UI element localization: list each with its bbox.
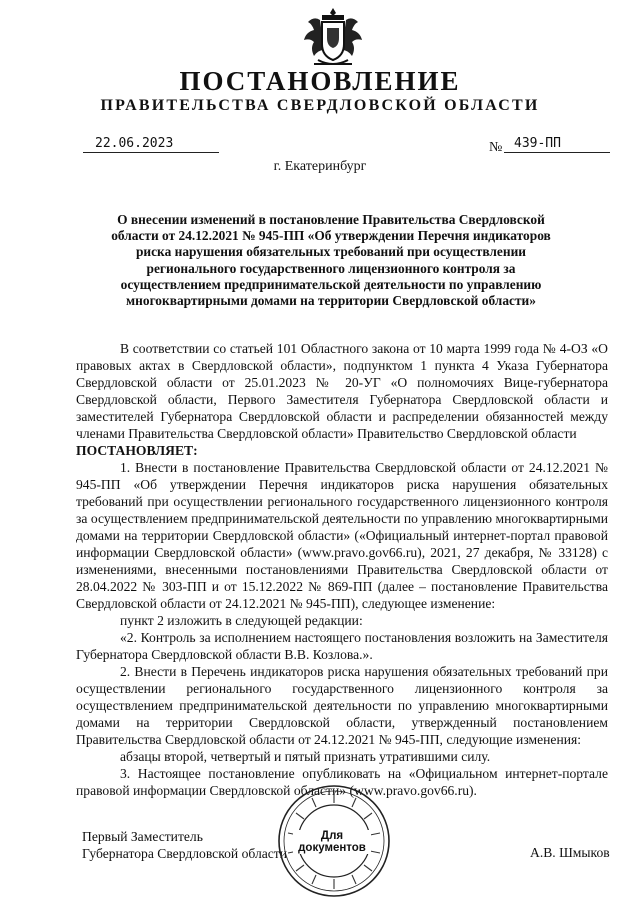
stamp-label-line-2: документов: [298, 842, 366, 854]
item-2-paragraph: 2. Внести в Перечень индикаторов риска нарушения обязательных требований при осуществлении регионального государственного лицензионного контроля за осуществлением предпринимательской деятельности по управлению многоквартирными домами на территории Свердловской области, утвержденный постановлением Правительства Свердловской области от 24.12.2021 № 945-ПП, следующие изменения:: [76, 664, 608, 747]
item-1-paragraph: 1. Внести в постановление Правительства Свердловской области от 24.12.2021 № 945-ПП «Об утверждении Перечня индикаторов риска нарушения обязательных требований при осуществлении регионального государственного лицензионного контроля за осуществлением предпринимательской деятельности по управлению многоквартирными домами на территории Свердловской области» («Официальный интернет-портал правовой информации Свердловской области» (www.pravo.gov66.ru), 2021, 27 декабря, № 33128) с изменениями, внесенными постановлениями Правительства Свердловской области от 28.04.2022 № 303-ПП и от 15.12.2022 № 869-ПП (далее – постановление Правительства Свердловской области от 24.12.2021 № 945-ПП), следующее изменение:: [76, 460, 608, 611]
document-body: [76, 340, 608, 799]
signatory-position: [82, 828, 287, 862]
signatory-name: А.В. Шмыков: [530, 845, 610, 860]
document-title: О внесении изменений в постановление Правительства Свердловской области от 24.12.2021 № 945-ПП «Об утверждении Перечня индикаторов риска нарушения обязательных требований при осуществлении регионального государственного лицензионного контроля за осуществлением предпринимательской деятельности по управлению многоквартирными домами на территории Свердловской области»: [111, 212, 551, 309]
resolves-heading: ПОСТАНОВЛЯЕТ:: [76, 443, 198, 458]
item-2-subparagraph: абзацы второй, четвертый и пятый признать утратившими силу.: [120, 749, 491, 764]
item-1-quote: «2. Контроль за исполнением настоящего постановления возложить на Заместителя Губернатора Свердловской области В.В. Козлова.».: [76, 630, 608, 662]
preamble-paragraph: В соответствии со статьей 101 Областного закона от 10 марта 1999 года № 4-ОЗ «О правовых актах в Свердловской области», подпунктом 1 пункта 4 Указа Губернатора Свердловской области от 25.01.2023 № 20-УГ «О полномочиях Вице-губернатора Свердловской области, Первого Заместителя Губернатора Свердловской области и заместителей Губернатора Свердловской области и распределении обязанностей между членами Правительства Свердловской области» Правительство Свердловской области: [76, 341, 608, 441]
signatory-position-line-1: Первый Заместитель: [82, 829, 203, 844]
document-type: ПОСТАНОВЛЕНИЕ: [179, 66, 461, 96]
stamp-label: [293, 830, 371, 854]
item-1-subparagraph: пункт 2 изложить в следующей редакции:: [120, 613, 363, 628]
item-3-paragraph: 3. Настоящее постановление опубликовать на «Официальном интернет-портале правовой информации Свердловской области» (www.pravo.gov66.ru).: [76, 766, 608, 798]
document-city: г. Екатеринбург: [273, 159, 367, 174]
stamp-label-line-1: Для: [320, 830, 344, 842]
coat-of-arms-icon: [300, 6, 366, 70]
document-number: 439-ПП: [504, 136, 610, 153]
signatory-position-line-2: Губернатора Свердловской области: [82, 846, 288, 861]
document-date: 22.06.2023: [83, 136, 219, 153]
issuing-authority: ПРАВИТЕЛЬСТВА СВЕРДЛОВСКОЙ ОБЛАСТИ: [100, 97, 540, 114]
number-sign: №: [489, 140, 503, 155]
